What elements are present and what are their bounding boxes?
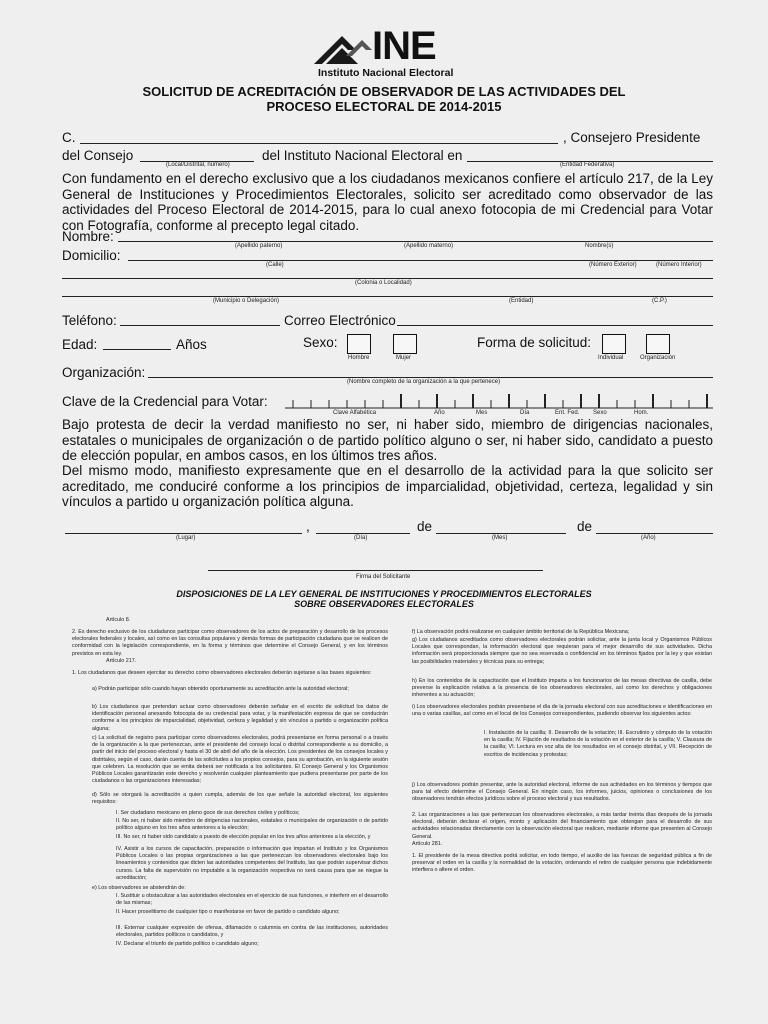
num-int-caption: (Número Interior) <box>656 262 702 268</box>
forma-solicitud-label: Forma de solicitud: <box>477 335 592 350</box>
dia-caption: (Día) <box>354 535 368 541</box>
clave-caption-hom: Hom. <box>634 410 649 416</box>
nombre-label: Nombre: <box>62 229 114 244</box>
clave-caption-mes: Mes <box>476 410 488 416</box>
mujer-checkbox[interactable] <box>393 334 417 354</box>
left-articulo-8: Artículo 8. <box>106 617 131 623</box>
left-item-d-i: I. Ser ciudadano mexicano en pleno goce de sus derechos civiles y políticos; <box>116 810 300 816</box>
left-articulo-217: Artículo 217. <box>106 658 137 664</box>
consejero-label: , Consejero Presidente <box>563 130 701 145</box>
ano-caption: (Año) <box>641 535 656 541</box>
left-para-2: 2. Es derecho exclusivo de los ciudadanos participar como observadores de los actos de preparación y desarrollo de los procesos electorales federales y locales, así como en las consultas populares y demás formas de participación ciudadana que se realicen de conformidad con la legislación correspondiente, en la forma y términos que determine el Consejo General, y en los términos previstos en esta ley. <box>72 629 388 657</box>
disposiciones-title-2: SOBRE OBSERVADORES ELECTORALES <box>294 599 474 609</box>
clave-caption-ano: Año <box>434 410 445 416</box>
individual-caption: Individual <box>598 355 624 361</box>
consejero-name-line[interactable] <box>80 143 558 144</box>
disposiciones-title-1: DISPOSICIONES DE LA LEY GENERAL DE INSTITUCIONES Y PROCEDIMIENTOS ELECTORALES <box>176 589 592 599</box>
right-item-g: g) Los ciudadanos acreditados como observadores electorales podrán solicitar, ante la junta local y Organismos Públicos Locales que correspondan, la información electoral que requieran para el mejor desarrollo de sus actividades. Dicha información será proporcionada siempre que no sea reservada o confidencial en los términos fijados por la ley y que existan las posibilidades materiales y técnicas para su entrega; <box>412 637 712 665</box>
individual-checkbox[interactable] <box>602 334 626 354</box>
logo-text: INE <box>372 24 436 68</box>
left-item-a: a) Podrán participar sólo cuando hayan obtenido oportunamente su acreditación ante la autoridad electoral; <box>92 686 349 692</box>
apellido-paterno-caption: (Apellido paterno) <box>235 243 283 249</box>
entidad-caption: (Entidad) <box>509 298 534 304</box>
c-label: C. <box>62 130 76 145</box>
nombres-caption: Nombre(s) <box>585 243 614 249</box>
ano-line[interactable] <box>596 533 713 534</box>
ine-logo-icon <box>312 30 374 68</box>
right-para-281: 1. El presidente de la mesa directiva podrá solicitar, en todo tiempo, el auxilio de las fuerzas de seguridad pública a fin de preservar el orden en la casilla y la normalidad de la votación, ordenando el retiro de cualquier persona que indebidamente interfiera o altere el orden. <box>412 853 712 874</box>
hombre-caption: Hombre <box>348 355 370 361</box>
logo-subtitle: Instituto Nacional Electoral <box>318 67 454 79</box>
mes-line[interactable] <box>436 533 566 534</box>
left-para-1: 1. Los ciudadanos que deseen ejercitar su derecho como observadores electorales deberán sujetarse a las bases siguientes: <box>72 670 372 676</box>
left-item-e: e) Los observadores se abstendrán de: <box>92 885 186 891</box>
local-distrital-caption: (Local/Distrital, número) <box>166 162 230 168</box>
date-de-1: de <box>417 519 433 534</box>
date-de-2: de <box>577 519 593 534</box>
calle-caption: (Calle) <box>266 262 284 268</box>
organizacion-line[interactable] <box>148 377 713 378</box>
domicilio-label: Domicilio: <box>62 248 121 263</box>
domicilio-line[interactable] <box>128 260 713 261</box>
colonia-caption: (Colonia o Localidad) <box>355 280 412 286</box>
clave-caption-ent-fed: Ent. Fed. <box>555 410 580 416</box>
organizacion-caption: Organización <box>640 355 676 361</box>
correo-line[interactable] <box>397 325 713 326</box>
edad-line[interactable] <box>103 349 171 350</box>
right-item-i-list: I. Instalación de la casilla; II. Desarrollo de la votación; III. Escrutinio y cómputo de la votación en la casilla; IV. Fijación de resultados de la votación en el exterior de la casilla; V. Clausura de la casilla; VI. Lectura en voz alta de los resultados en el consejo distrital, y VII. Recepción de escritos de incidencias y protestas; <box>484 730 712 758</box>
manifiesto-paragraph: Del mismo modo, manifiesto expresamente que en el desarrollo de la actividad para la que solicito ser acreditado, me conduciré conforme a los principios de imparcialidad, objetividad, certeza, legalidad y sin vínculos a partido u organización política alguna. <box>62 463 713 509</box>
left-item-d-iii: III. No ser, ni haber sido candidato a puesto de elección popular en los tres años anteriores a la elección, y <box>116 834 371 840</box>
date-comma: , <box>306 519 310 534</box>
dia-line[interactable] <box>316 533 410 534</box>
entidad-federativa-caption: (Entidad Federativa) <box>560 162 615 168</box>
mes-caption: (Mes) <box>492 535 508 541</box>
anos-label: Años <box>176 337 207 352</box>
apellido-materno-caption: (Apellido materno) <box>404 243 454 249</box>
left-item-d: d) Sólo se otorgará la acreditación a quien cumpla, además de los que señale la autoridad electoral, los siguientes requisitos: <box>92 792 388 806</box>
telefono-label: Teléfono: <box>62 313 117 328</box>
left-item-e-i: I. Sustituir u obstaculizar a las autoridades electorales en el ejercicio de sus funciones, e interferir en el desarrollo de las mismas; <box>116 893 388 907</box>
left-item-d-iv: IV. Asistir a los cursos de capacitación, preparación o información que impartan el Instituto y los Organismos Públicos Locales o las propias organizaciones a las que pertenezcan los observadores electorales bajo los lineamientos y contenidos que dicten las autoridades competentes del Instituto, las que podrán supervisar dichos cursos. La falta de supervisión no imputable a la organización respectiva no será causa para que se niegue la acreditación; <box>116 846 388 881</box>
hombre-checkbox[interactable] <box>347 334 371 354</box>
form-title-line2: PROCESO ELECTORAL DE 2014-2015 <box>266 99 502 114</box>
del-consejo-label: del Consejo <box>62 148 134 163</box>
left-item-e-iv: IV. Declarar el triunfo de partido político o candidato alguno; <box>116 941 259 947</box>
del-instituto-label: del Instituto Nacional Electoral en <box>262 148 463 163</box>
right-para-2: 2. Las organizaciones a las que pertenezcan los observadores electorales, a más tardar treinta días después de la jornada electoral, deberán declarar el origen, monto y aplicación del financiamiento que obtengan para el desarrollo de sus actividades relacionadas directamente con la observación electoral que realicen, mediante informe que presenten al Consejo General. <box>412 812 712 840</box>
mujer-caption: Mujer <box>396 355 412 361</box>
intro-paragraph: Con fundamento en el derecho exclusivo que a los ciudadanos mexicanos confiere el artículo 217, de la Ley General de Instituciones y Procedimientos Electorales, solicito ser acreditado como observador de las actividades del Proceso Electoral de 2014-2015, para lo cual anexo fotocopia de mi Credencial para Votar con Fotografía, conforme al precepto legal citado. <box>62 171 713 233</box>
left-item-c: c) La solicitud de registro para participar como observadores electorales, podrá presentarse en forma personal o a través de la organización a la que pertenezcan, ante el presidente del consejo local o distrital correspondiente a su domicilio, a partir del inicio del proceso electoral y hasta el 30 de abril del año de la elección. Los presidentes de los consejos locales y distritales, según el caso, darán cuenta de las solicitudes a los propios consejos, para su aprobación, en la siguiente sesión que celebren. La resolución que se emita deberá ser notificada a los solicitantes. El Consejo General y los Organismos Públicos Locales garantizarán este derecho y resolverán cualquier planteamiento que pudiera presentarse por parte de los ciudadanos o las organizaciones interesadas; <box>92 735 388 785</box>
right-item-h: h) En los contenidos de la capacitación que el Instituto imparta a los funcionarios de las mesas directivas de casilla, debe preverse la explicación relativa a la presencia de los observadores electorales, así como los derechos y obligaciones inherentes a su actuación; <box>412 678 712 699</box>
edad-label: Edad: <box>62 337 98 352</box>
organizacion-checkbox[interactable] <box>646 334 670 354</box>
clave-boxes[interactable] <box>285 394 715 410</box>
form-title-line1: SOLICITUD DE ACREDITACIÓN DE OBSERVADOR DE LAS ACTIVIDADES DEL <box>142 84 626 99</box>
firma-caption: Firma del Solicitante <box>356 574 411 580</box>
organizacion-label: Organización: <box>62 365 146 380</box>
right-item-j: j) Los observadores podrán presentar, ante la autoridad electoral, informe de sus actividades en los términos y tiempos que para tal efecto determine el Consejo General. En ningún caso, los informes, juicios, opiniones o conclusiones de los observadores tendrán efectos jurídicos sobre el proceso electoral y sus resultados. <box>412 782 712 803</box>
municipio-line[interactable] <box>62 296 713 297</box>
clave-label: Clave de la Credencial para Votar: <box>62 394 268 409</box>
correo-label: Correo Electrónico <box>284 313 396 328</box>
right-item-f: f) La observación podrá realizarse en cualquier ámbito territorial de la República Mexicana; <box>412 629 630 635</box>
lugar-caption: (Lugar) <box>176 535 196 541</box>
clave-caption-dia: Día <box>520 410 530 416</box>
cp-caption: (C.P.) <box>652 298 667 304</box>
protesta-paragraph: Bajo protesta de decir la verdad manifiesto no ser, ni haber sido, miembro de dirigencias nacionales, estatales o municipales de organización o de partido político alguno o ser, ni haber sido, candidato a puesto de elección popular, en ambos casos, en los últimos tres años. <box>62 417 713 463</box>
clave-caption-sexo: Sexo <box>593 410 607 416</box>
lugar-line[interactable] <box>65 533 302 534</box>
firma-line[interactable] <box>208 570 543 571</box>
left-item-b: b) Los ciudadanos que pretendan actuar como observadores deberán señalar en el escrito de solicitud los datos de identificación personal anexando fotocopia de su credencial para votar, y la manifestación expresa de que se conducirán conforme a los principios de imparcialidad, objetividad, certeza y legalidad y sin vínculos a partido u organización política alguna; <box>92 704 388 732</box>
organizacion-note: (Nombre completo de la organización a la que pertenece) <box>347 379 501 385</box>
left-item-d-ii: II. No ser, ni haber sido miembro de dirigencias nacionales, estatales o municipales de organización o de partido político alguno en los tres años anteriores a la elección; <box>116 818 388 832</box>
telefono-line[interactable] <box>120 325 280 326</box>
left-item-e-iii: III. Externar cualquier expresión de ofensa, difamación o calumnia en contra de las instituciones, autoridades electorales, partidos políticos o candidatos, y <box>116 925 388 939</box>
clave-caption-alfabetica: Clave Alfabética <box>333 410 377 416</box>
num-ext-caption: (Número Exterior) <box>589 262 637 268</box>
municipio-caption: (Municipio o Delegación) <box>213 298 280 304</box>
colonia-line[interactable] <box>62 278 713 279</box>
right-articulo-281: Artículo 281. <box>412 841 443 847</box>
nombre-line[interactable] <box>118 241 713 242</box>
right-item-i: i) Los observadores electorales podrán presentarse el día de la jornada electoral con sus acreditaciones e identificaciones en una o varias casillas, así como en el local de los Consejos correspondientes, pudiendo observar los siguientes actos: <box>412 704 712 718</box>
sexo-label: Sexo: <box>303 335 338 350</box>
left-item-e-ii: II. Hacer proselitismo de cualquier tipo o manifestarse en favor de partido o candidato alguno; <box>116 909 340 915</box>
